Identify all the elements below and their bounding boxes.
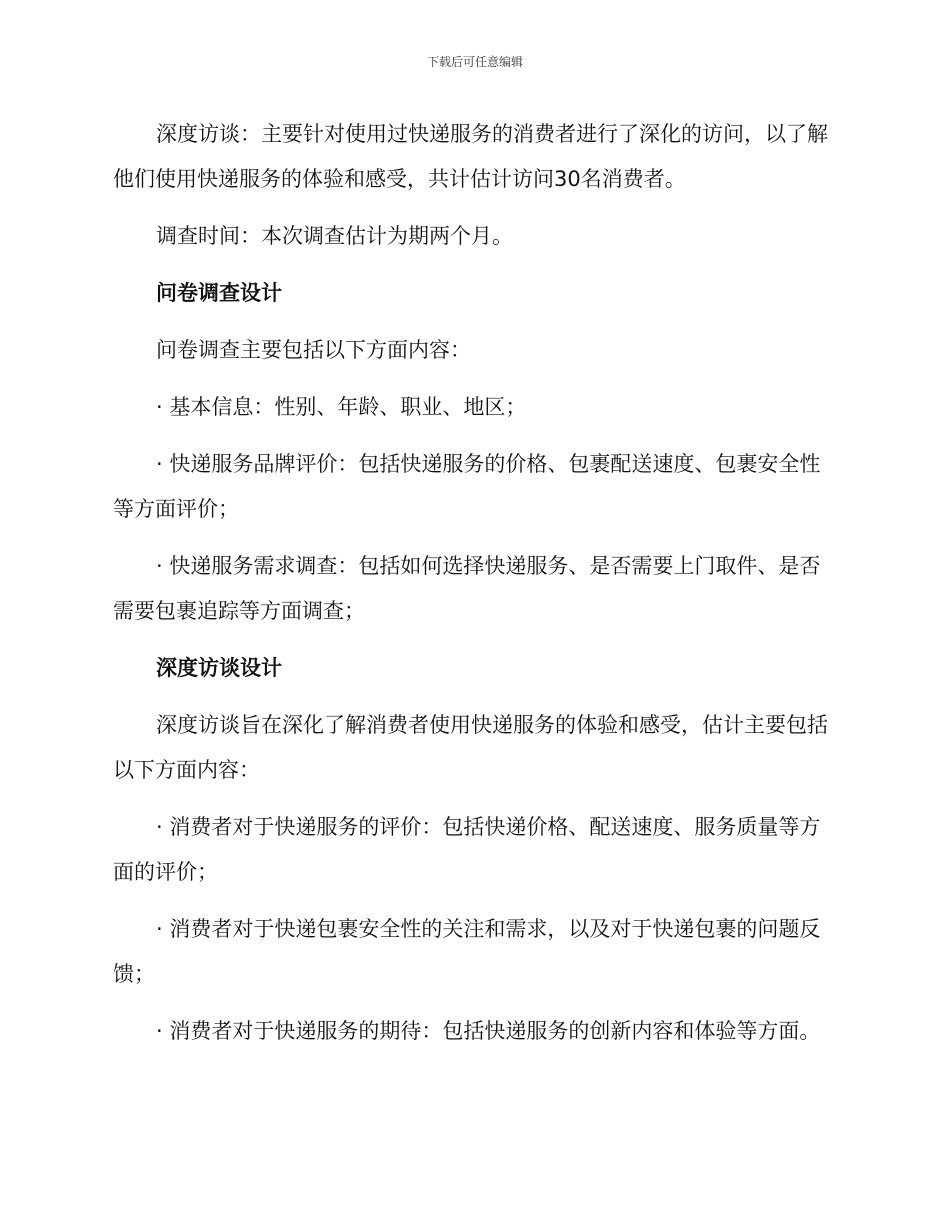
paragraph-interview-intro: 深度访谈旨在深化了解消费者使用快递服务的体验和感受，估计主要包括以下方面内容： [113, 713, 828, 782]
paragraph-survey-time: 调查时间：本次调查估计为期两个月。 [156, 224, 513, 248]
bullet-service-evaluation: · 消费者对于快递服务的评价：包括快递价格、配送速度、服务质量等方面的评价； [113, 815, 821, 884]
bullet-brand-evaluation: · 快递服务品牌评价：包括快递服务的价格、包裹配送速度、包裹安全性等方面评价； [113, 452, 821, 521]
bullet-package-safety: · 消费者对于快递包裹安全性的关注和需求，以及对于快递包裹的问题反馈； [113, 917, 821, 986]
bullet-basic-info: · 基本信息：性别、年龄、职业、地区； [156, 395, 527, 419]
paragraph-in-depth-interview: 深度访谈：主要针对使用过快递服务的消费者进行了深化的访问，以了解他们使用快递服务的体验和感受，共计估计访问30名消费者。 [113, 122, 828, 191]
bullet-service-expectation: · 消费者对于快递服务的期待：包括快递服务的创新内容和体验等方面。 [156, 1019, 821, 1043]
paragraph-questionnaire-intro: 问卷调查主要包括以下方面内容： [156, 338, 471, 362]
document-body [113, 112, 831, 1066]
heading-interview-design: 深度访谈设计 [156, 656, 282, 680]
heading-questionnaire-design: 问卷调查设计 [156, 281, 282, 305]
bullet-demand-survey: · 快递服务需求调查：包括如何选择快递服务、是否需要上门取件、是否需要包裹追踪等方面调查； [113, 554, 821, 623]
page-header-note: 下载后可任意编辑 [426, 55, 523, 69]
